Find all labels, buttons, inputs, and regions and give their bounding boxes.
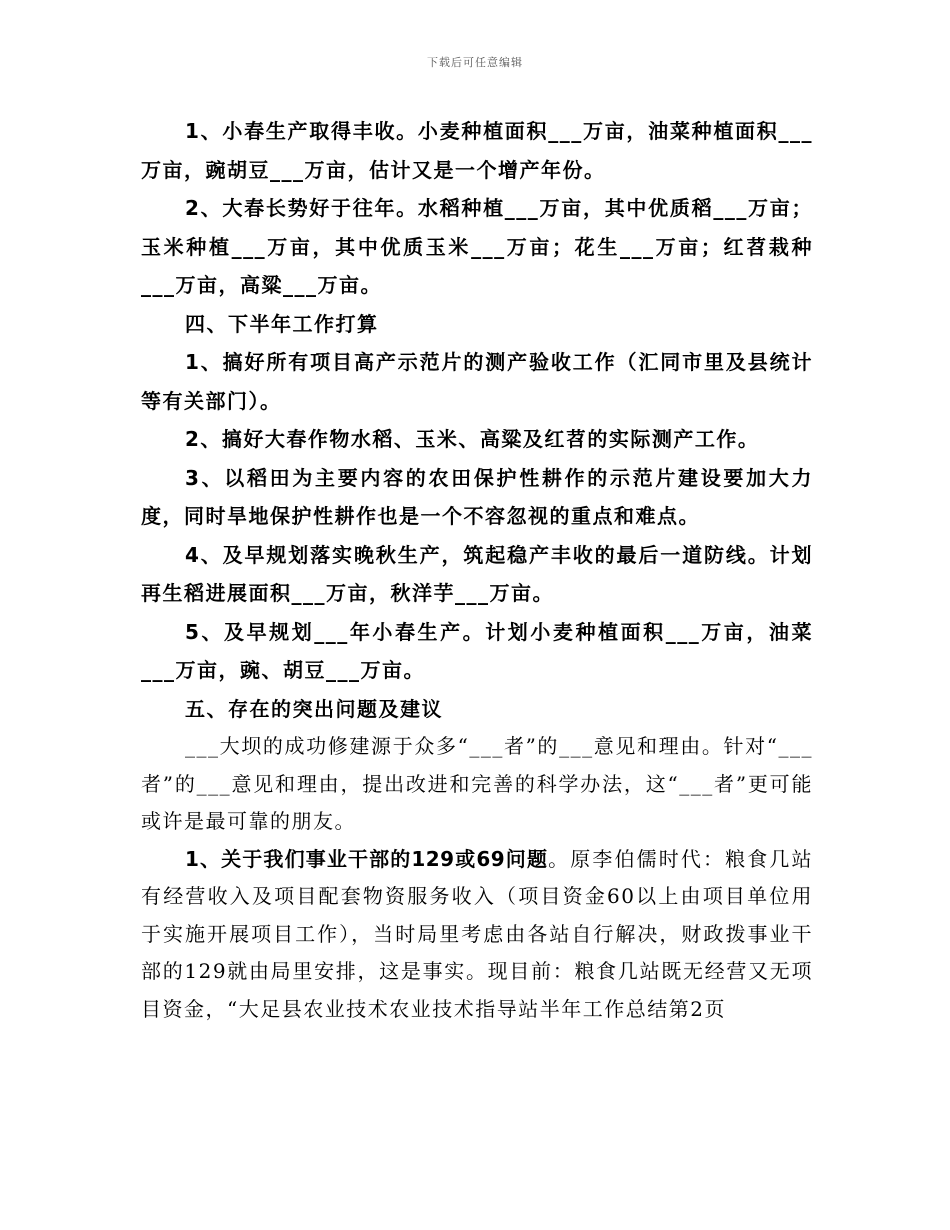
paragraph-plan-4: 4、及早规划落实晚秋生产，筑起稳产丰收的最后一道防线。计划再生稻进展面积___万亩，秋洋芋___万亩。 bbox=[141, 542, 813, 605]
issue-body: 。原李伯儒时代：粮食几站有经营收入及项目配套物资服务收入（项目资金60以上由项目单位用于实施开展项目工作），当时局里考虑由各站自行解决，财政拨事业干部的129就由局里安排，这是事实。现目前：粮食几站既无经营又无项目资金，“大足县农业技术农业技术指导站半年工作总结第2页 bbox=[141, 846, 814, 1021]
paragraph-plan-1: 1、搞好所有项目高产示范片的测产验收工作（汇同市里及县统计等有关部门）。 bbox=[141, 350, 813, 413]
page-header: 下载后可任意编辑 bbox=[427, 56, 523, 69]
paragraph-dam: ___大坝的成功修建源于众多“___者”的___意见和理由。针对“___者”的___意见和理由，提出改进和完善的科学办法，这“___者”更可能或许是最可靠的朋友。 bbox=[141, 734, 813, 833]
document-body bbox=[141, 112, 813, 1028]
paragraph-plan-2: 2、搞好大春作物水稻、玉米、高粱及红苕的实际测产工作。 bbox=[185, 427, 760, 451]
bold-section bbox=[141, 112, 813, 728]
issue-title: 1、关于我们事业干部的129或69问题 bbox=[185, 846, 549, 871]
paragraph-plan-3: 3、以稻田为主要内容的农田保护性耕作的示范片建设要加大力度，同时旱地保护性耕作也是一个不容忽视的重点和难点。 bbox=[141, 465, 813, 528]
heading-issues: 五、存在的突出问题及建议 bbox=[185, 696, 443, 721]
light-section bbox=[141, 728, 813, 1028]
paragraph-growth: 2、大春长势好于往年。水稻种植___万亩，其中优质稻___万亩；玉米种植___万亩，其中优质玉米___万亩；花生___万亩；红苕栽种___万亩，高粱___万亩。 bbox=[141, 196, 813, 297]
paragraph-harvest: 1、小春生产取得丰收。小麦种植面积___万亩，油菜种植面积___万亩，豌胡豆___万亩，估计又是一个增产年份。 bbox=[141, 119, 813, 182]
paragraph-plan-5: 5、及早规划___年小春生产。计划小麦种植面积___万亩，油菜___万亩，豌、胡豆___万亩。 bbox=[141, 619, 813, 682]
heading-plan: 四、下半年工作打算 bbox=[185, 311, 379, 336]
paragraph-cadre-issue bbox=[141, 841, 813, 1029]
